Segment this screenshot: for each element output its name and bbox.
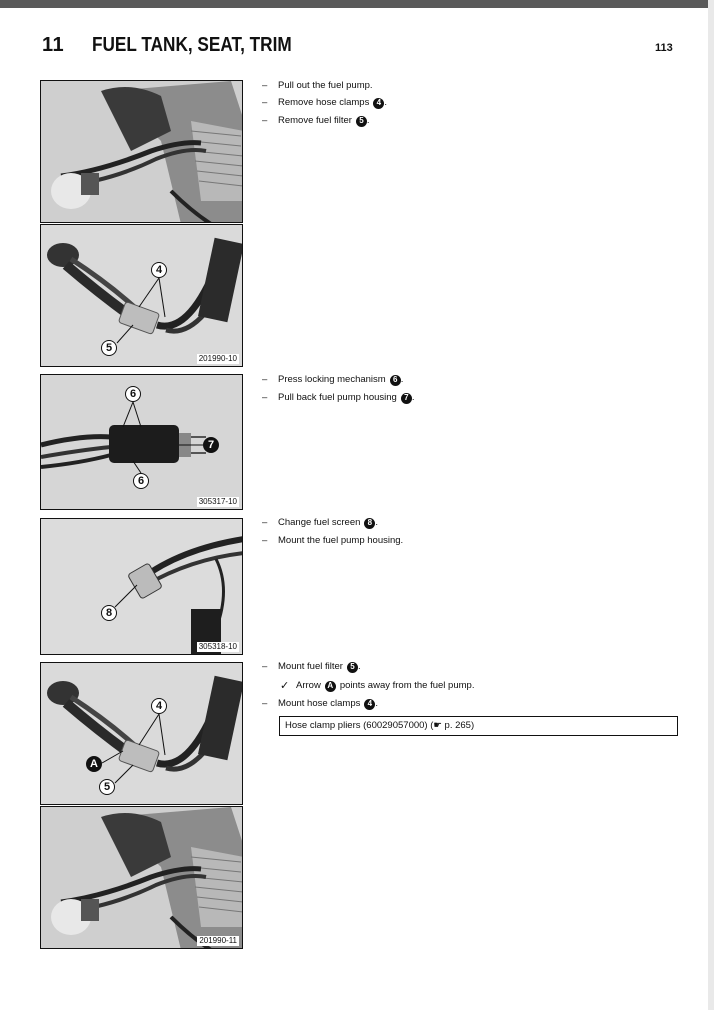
- callout-4: 4: [151, 262, 167, 278]
- step-text: Press locking mechanism: [278, 374, 386, 385]
- step-text: Mount hose clamps: [278, 698, 361, 709]
- ref-number: 4: [364, 699, 375, 710]
- step-press-locking: – Press locking mechanism 6 .: [262, 374, 404, 385]
- page-edge: [708, 0, 714, 1010]
- check-arrow-direction: [280, 680, 474, 692]
- dash-icon: –: [262, 698, 268, 709]
- tool-box: Hose clamp pliers (60029057000) (☛ p. 265): [279, 716, 678, 736]
- callout-8: 8: [101, 605, 117, 621]
- ref-number: 8: [364, 518, 375, 529]
- step-text: Remove hose clamps: [278, 97, 370, 108]
- dash-icon: –: [262, 374, 268, 385]
- step-pull-back-housing: – Pull back fuel pump housing 7 .: [262, 392, 415, 403]
- callout-6-bottom: 6: [133, 473, 149, 489]
- dash-icon: –: [262, 80, 268, 91]
- image-label: 201990-10: [198, 354, 237, 363]
- dash-icon: –: [262, 97, 268, 108]
- callout-a: A: [86, 756, 102, 772]
- step-text-cont: points away from the fuel pump.: [339, 680, 475, 691]
- step-text: Pull out the fuel pump.: [278, 80, 373, 91]
- image-label: 305318-10: [198, 642, 237, 651]
- ref-number: 5: [347, 662, 358, 673]
- step-text: Change fuel screen: [278, 517, 361, 528]
- check-icon: ✓: [280, 680, 290, 692]
- top-bar: [0, 0, 714, 8]
- chapter-title: FUEL TANK, SEAT, TRIM: [92, 34, 292, 56]
- figure-fuel-screen: [40, 518, 243, 655]
- step-mount-filter: – Mount fuel filter 5 .: [262, 661, 361, 672]
- step-pull-out-pump: [262, 80, 373, 92]
- callout-4: 4: [151, 698, 167, 714]
- photo-fuel-screen: [41, 519, 243, 655]
- callout-7: 7: [203, 437, 219, 453]
- dash-icon: –: [262, 517, 268, 528]
- ref-number: 6: [390, 375, 401, 386]
- step-text: Remove fuel filter: [278, 115, 352, 126]
- dash-icon: –: [262, 392, 268, 403]
- ref-number: 4: [373, 98, 384, 109]
- ref-letter: A: [325, 681, 336, 692]
- photo-pump-filter: [41, 663, 243, 805]
- figure-locking-mechanism: [40, 374, 243, 510]
- image-label: 201990-11: [199, 936, 237, 945]
- step-mount-hose-clamps: – Mount hose clamps 4 .: [262, 698, 379, 709]
- step-remove-hose-clamps: – Remove hose clamps 4 .: [262, 97, 387, 108]
- dash-icon: –: [262, 661, 268, 672]
- step-text: Mount the fuel pump housing.: [278, 535, 404, 546]
- page-number: 113: [655, 42, 673, 54]
- figure-hose-clamps: [40, 224, 243, 367]
- chapter-number: 11: [42, 34, 65, 56]
- callout-5: 5: [99, 779, 115, 795]
- dash-icon: –: [262, 535, 268, 546]
- step-text: Mount fuel filter: [278, 661, 343, 672]
- ref-number: 5: [356, 116, 367, 127]
- figure-insert-pump: [40, 806, 243, 949]
- image-label: 305317-10: [198, 497, 237, 506]
- dash-icon: –: [262, 115, 268, 126]
- step-text: Pull back fuel pump housing: [278, 392, 397, 403]
- step-remove-fuel-filter: – Remove fuel filter 5 .: [262, 115, 370, 126]
- ref-number: 7: [401, 393, 412, 404]
- callout-6-top: 6: [125, 386, 141, 402]
- step-text: Arrow: [296, 680, 321, 691]
- step-mount-housing: [262, 535, 403, 547]
- callout-5: 5: [101, 340, 117, 356]
- photo-tank-hand: [41, 81, 243, 223]
- photo-pump-clamps: [41, 225, 243, 367]
- photo-tank-hand: [41, 807, 243, 949]
- figure-mount-filter: [40, 662, 243, 805]
- figure-pull-pump: [40, 80, 243, 223]
- step-change-screen: – Change fuel screen 8 .: [262, 517, 379, 528]
